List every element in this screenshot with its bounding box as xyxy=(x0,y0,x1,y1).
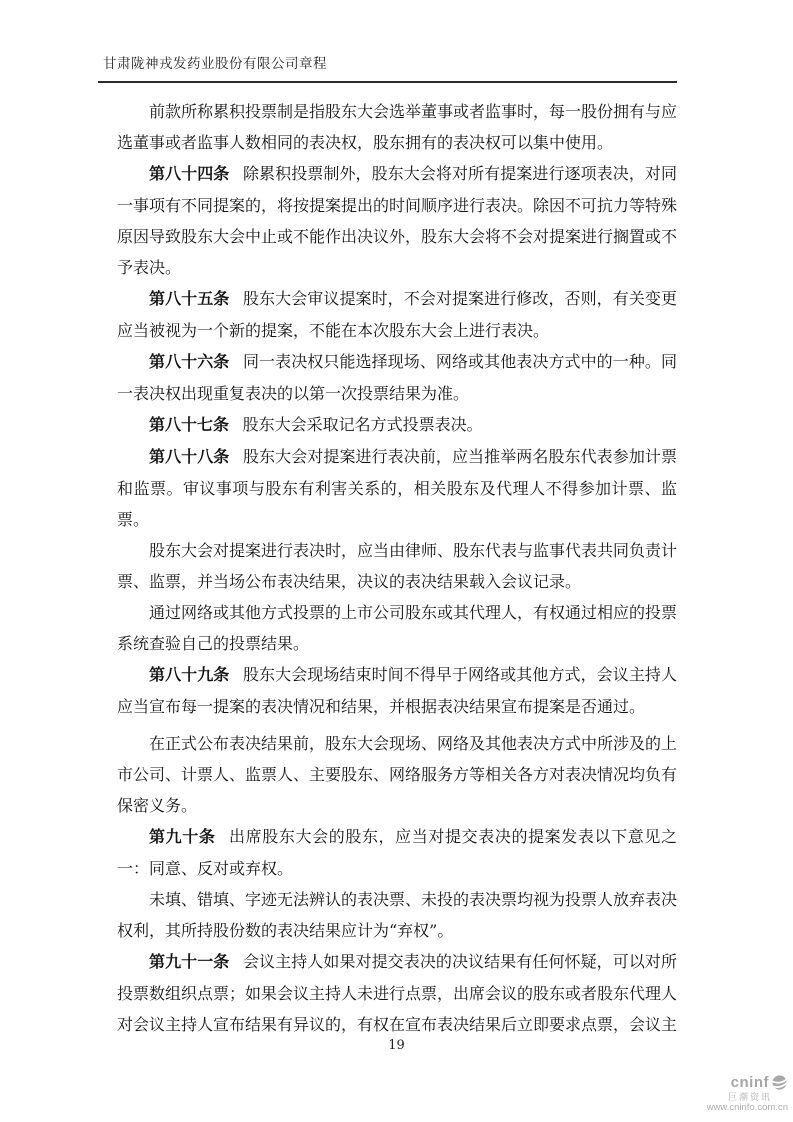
body-paragraph xyxy=(117,597,677,659)
paragraph-text: 在正式公布表决结果前，股东大会现场、网络及其他表决方式中所涉及的上市公司、计票人、监票人、主要股东、网络服务方等相关各方对表决情况均负有保密义务。 xyxy=(117,734,678,815)
article-number: 第八十九条 xyxy=(149,667,230,684)
article-paragraph xyxy=(117,441,677,535)
body-paragraph xyxy=(117,728,677,821)
article-number: 第八十六条 xyxy=(149,354,230,371)
paragraph-text: 会议主持人如果对提交表决的决议结果有任何怀疑，可以对所投票数组织点票；如果会议主持人未进行点票，出席会议的股东或者股东代理人对会议主持人宣布结果有异议的，有权在宣布表决结果后立即要求点票，会议主 xyxy=(117,952,678,1034)
document-body xyxy=(117,96,677,1040)
paragraph-text: 股东大会审议提案时，不会对提案进行修改，否则，有关变更应当被视为一个新的提案，不能在本次股东大会上进行表决。 xyxy=(117,289,677,340)
paragraph-text: 同一表决权只能选择现场、网络或其他表决方式中的一种。同一表决权出现重复表决的以第一次投票结果为准。 xyxy=(117,352,677,403)
article-paragraph xyxy=(117,283,677,346)
body-paragraph xyxy=(117,96,677,158)
article-paragraph xyxy=(117,821,677,884)
paragraph-text: 前款所称累积投票制是指股东大会选举董事或者监事时，每一股份拥有与应选董事或者监事人数相同的表决权，股东拥有的表决权可以集中使用。 xyxy=(117,102,678,152)
article-number: 第八十四条 xyxy=(149,166,230,183)
paragraph-text: 股东大会对提案进行表决前，应当推举两名股东代表参加计票和监票。审议事项与股东有利害关系的，相关股东及代理人不得参加计票、监票。 xyxy=(117,447,677,529)
paragraph-text: 股东大会现场结束时间不得早于网络或其他方式，会议主持人应当宣布每一提案的表决情况和结果，并根据表决结果宣布提案是否通过。 xyxy=(117,665,677,716)
body-paragraph xyxy=(117,535,677,597)
article-number: 第八十八条 xyxy=(149,449,230,466)
paragraph-text: 出席股东大会的股东，应当对提交表决的提案发表以下意见之一：同意、反对或弃权。 xyxy=(117,827,677,878)
article-paragraph xyxy=(117,659,677,722)
article-paragraph xyxy=(117,158,677,283)
paragraph-text: 未填、错填、字迹无法辨认的表决票、未投的表决票均视为投票人放弃表决权利，其所持股份数的表决结果应计为“弃权”。 xyxy=(117,890,678,940)
cninfo-logo-url: www.cninfo.com.cn xyxy=(706,1101,788,1113)
body-paragraph xyxy=(117,884,677,946)
article-number: 第九十条 xyxy=(149,829,216,846)
cninfo-logo-row xyxy=(707,1074,788,1091)
cninfo-logo-chinese-name: 巨潮资讯 xyxy=(727,1092,772,1103)
page-number: 19 xyxy=(388,1038,405,1053)
document-title: 甘肃陇神戎发药业股份有限公司章程 xyxy=(103,56,327,72)
paragraph-text: 股东大会对提案进行表决时，应当由律师、股东代表与监事代表共同负责计票、监票，并当场公布表决结果，决议的表决结果载入会议记录。 xyxy=(117,541,678,591)
article-paragraph xyxy=(117,946,677,1040)
article-number: 第八十五条 xyxy=(149,291,230,308)
cninfo-swirl-icon xyxy=(771,1074,788,1091)
paragraph-text: 通过网络或其他方式投票的上市公司股东或其代理人，有权通过相应的投票系统查验自己的投票结果。 xyxy=(117,603,678,653)
cninfo-logo xyxy=(707,1074,788,1114)
article-number: 第九十一条 xyxy=(149,954,230,971)
article-paragraph xyxy=(117,346,677,409)
paragraph-text: 股东大会采取记名方式投票表决。 xyxy=(242,415,483,434)
paragraph-text: 除累积投票制外，股东大会将对所有提案进行逐项表决，对同一事项有不同提案的，将按提案提出的时间顺序进行表决。除因不可抗力等特殊原因导致股东大会中止或不能作出决议外，股东大会将不会对提案进行搁置或不予表决。 xyxy=(117,164,678,277)
document-header xyxy=(98,52,677,83)
cninfo-logo-text: cninf xyxy=(730,1074,769,1091)
article-number: 第八十七条 xyxy=(149,417,230,434)
article-paragraph xyxy=(117,409,677,441)
